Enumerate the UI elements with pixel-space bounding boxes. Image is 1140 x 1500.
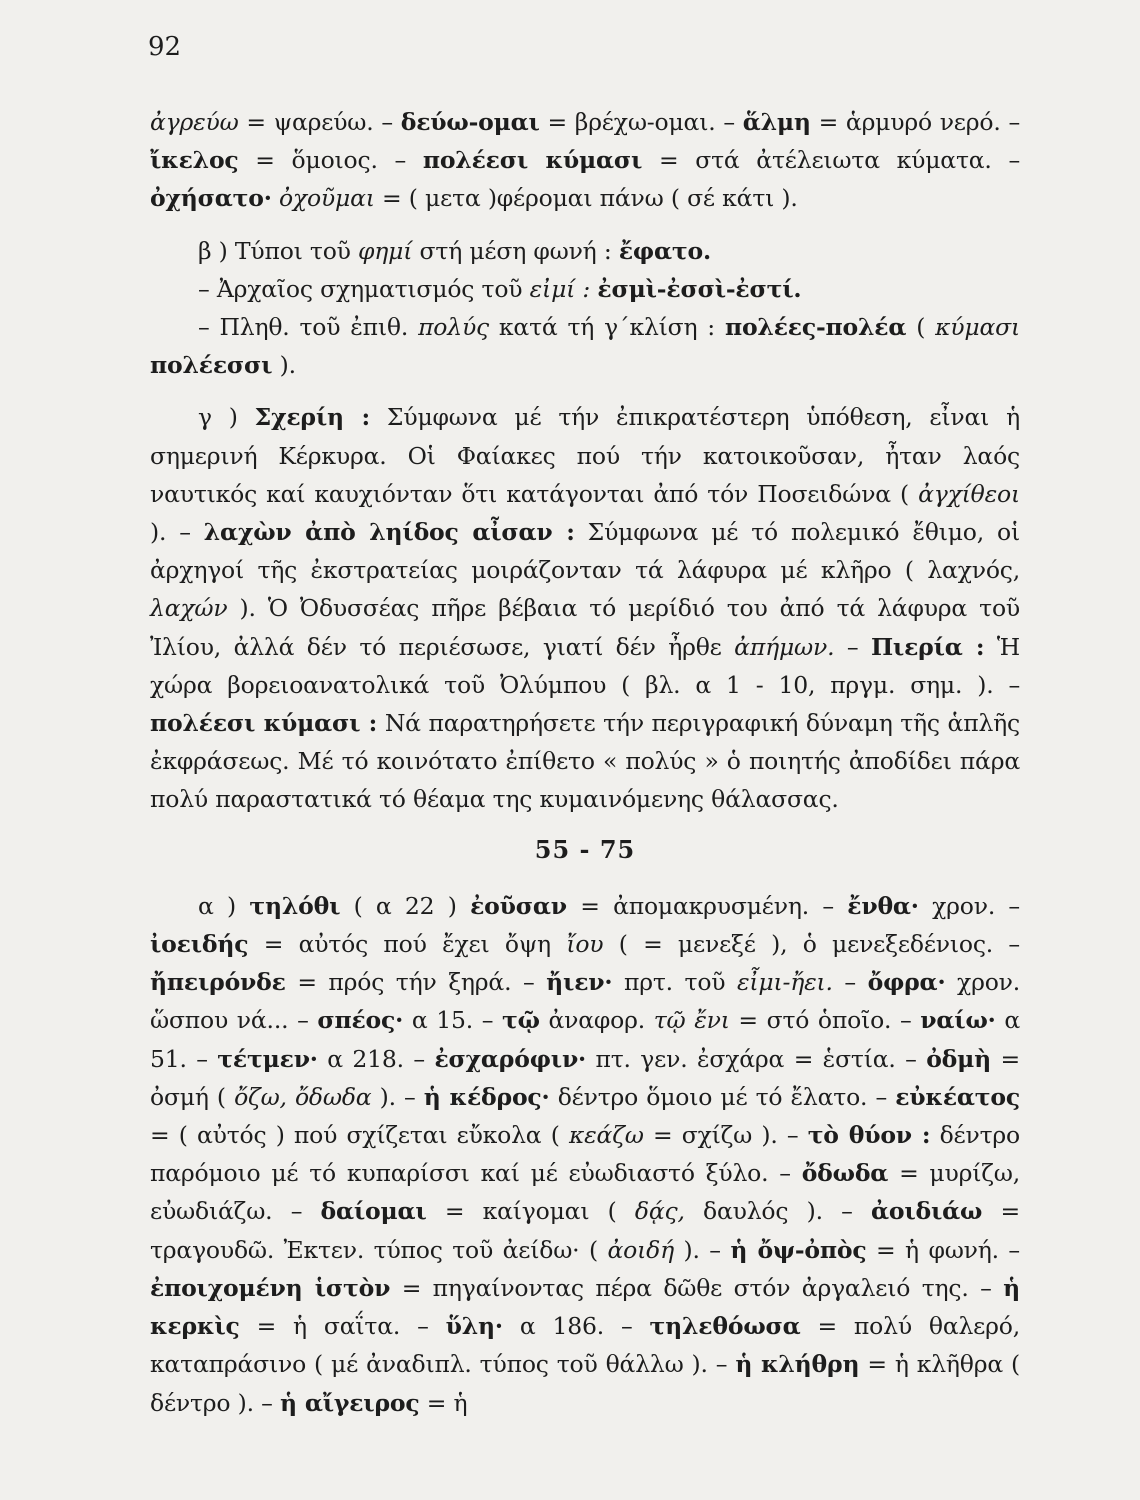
text-run: = ἀπομακρυσμένη. – [566, 891, 848, 920]
headword: ἤιεν· [546, 968, 613, 997]
text-run: = καίγομαι ( [426, 1197, 635, 1226]
text-run: Νά παρατηρήσετε τήν περιγραφική δύναμη τῆς ἁπλῆς ἐκφράσεως. Μέ τό κοινότατο ἐπίθετο « πολύς » ὁ ποιητής ἀποδίδει πάρα πολύ παραστατικά τό θέαμα της κυμαινόμενης θάλασσας. [150, 709, 1020, 814]
headword: ἡ κερκὶς [150, 1273, 1020, 1341]
text-run: ). Ὁ Ὀδυσσέας πῆρε βέβαια τό μερίδιό του ἀπό τά λάφυρα τοῦ Ἰλίου, ἀλλά δέν τό περιέσωσε, γιατί δέν ἦρθε [150, 594, 1020, 661]
section-heading: 55 - 75 [534, 834, 636, 864]
page-number: 92 [148, 32, 182, 62]
text-run: = στά ἀτέλειωτα κύματα. – [642, 146, 1020, 175]
headword: ἡ κλήθρη [735, 1350, 860, 1379]
text-run: δαυλός ). – [684, 1197, 871, 1226]
headword: τηλεθόωσα [649, 1312, 801, 1341]
headword: πολέες-πολέα [724, 313, 907, 342]
text-run: – [832, 968, 868, 997]
text-run: = ἁρμυρό νερό. – [810, 108, 1020, 136]
headword: ὀχήσατο· [150, 184, 272, 213]
headword: δεύω-ομαι [400, 108, 540, 136]
italic-term: πολύς [418, 313, 489, 342]
headword: ὄφρα· [867, 968, 946, 997]
text-run: = τραγουδῶ. Ἐκτεν. τύπος τοῦ ἀείδω· ( [150, 1197, 1020, 1264]
headword: ὀδμὴ [926, 1044, 992, 1073]
text-run: – Ἀρχαῖος σχηματισμός τοῦ [198, 274, 530, 303]
headword: ἡ αἴγειρος [279, 1388, 420, 1417]
text-body [150, 103, 1020, 1422]
text-run: ( = μενεξέ ), ὁ μενεξεδένιος. – [603, 930, 1020, 959]
headword: τηλόθι [249, 891, 341, 920]
headword: ἅλμη [742, 108, 811, 136]
headword: ἴκελος [150, 146, 239, 175]
text-run: στή μέση φωνή : [412, 236, 619, 265]
headword: λαχὼν ἀπὸ ληίδος αἶσαν : [203, 518, 575, 547]
italic-term: ἀπήμων. [734, 632, 835, 661]
headword: ἐσμὶ-ἐσσὶ-ἐστί. [597, 274, 802, 303]
italic-term: κεάζω [568, 1121, 644, 1150]
headword: πολέεσσι [150, 351, 273, 380]
text-run: ). – [371, 1082, 424, 1111]
headword: ἐοῦσαν [470, 891, 567, 920]
text-run: ἀναφορ. [539, 1006, 654, 1035]
italic-term: φημί [358, 236, 413, 265]
text-run: α 186. – [502, 1312, 650, 1341]
text-run: ). – [150, 518, 204, 547]
paragraph [150, 103, 1020, 218]
text-run: = ( αὐτός ) πού σχίζεται εὔκολα ( [150, 1121, 569, 1150]
text-run: Σύμφωνα μέ τήν ἐπικρατέστερη ὑπόθεση, εἶναι ἡ σημερινή Κέρκυρα. Οἱ Φαίακες πού τήν κατοικοῦσαν, ἦταν λαός ναυτικός καί καυχιόνταν ὅτι κατάγονται ἀπό τόν Ποσειδώνα ( [150, 403, 1020, 508]
paragraph [150, 232, 1020, 270]
headword: δαίομαι [320, 1197, 427, 1226]
text-run: ( [906, 313, 936, 342]
headword: ναίω· [920, 1006, 996, 1035]
text-run: Ἡ χώρα βορειοανατολικά τοῦ Ὀλύμπου ( βλ. α 1 - 10, πργμ. σημ. ). – [150, 632, 1021, 699]
headword: τὸ θύον : [807, 1121, 931, 1150]
headword: ἡ κέδρος· [423, 1082, 550, 1111]
headword: ἤπειρόνδε [150, 968, 286, 997]
italic-term: δᾴς, [634, 1197, 685, 1226]
headword: ἰοειδής [150, 930, 249, 959]
headword: ἔφατο. [618, 236, 711, 265]
spacer [150, 218, 1020, 232]
text-run: β ) Τύποι τοῦ [198, 236, 359, 265]
text-run: = ὅμοιος. – [238, 146, 423, 175]
text-run: γ ) [198, 403, 255, 432]
text-run: α 15. – [403, 1006, 502, 1035]
italic-term: ἴου [566, 930, 604, 959]
text-run: = ἡ κλῆθρα ( δέντρο ). – [150, 1350, 1021, 1417]
headword: ἐσχαρόφιν· [434, 1044, 587, 1073]
headword: τῷ [501, 1006, 540, 1035]
italic-term: εἶμι-ἤει. [736, 968, 833, 997]
text-run: ( α 22 ) [340, 891, 471, 920]
text-run: = σχίζω ). – [643, 1121, 808, 1150]
italic-term: ἀγρεύω [150, 108, 239, 136]
text-run: = ἡ φωνή. – [866, 1235, 1020, 1264]
text-run: = αὐτός πού ἔχει ὄψη [248, 930, 567, 959]
headword: ἐποιχομένη ἱστὸν [150, 1273, 391, 1302]
paragraph [150, 308, 1020, 384]
text-run [272, 184, 279, 212]
text-run: = βρέχω-ομαι. – [539, 108, 743, 136]
headword: τέτμεν· [217, 1044, 318, 1073]
text-run: α ) [198, 891, 250, 920]
text-run: = ( μετα )φέρομαι πάνω ( σέ κάτι ). [374, 184, 798, 213]
headword: ὄδωδα [801, 1159, 889, 1188]
headword: ὕλη· [445, 1312, 503, 1341]
italic-term: ὀχοῦμαι [278, 184, 375, 213]
headword: πολέεσι κύμασι : [150, 709, 378, 738]
text-run: πτ. γεν. ἐσχάρα = ἑστία. – [586, 1044, 927, 1073]
paragraph [150, 398, 1020, 818]
paragraph [150, 270, 1020, 308]
italic-term: ἀοιδή [607, 1235, 674, 1264]
headword: ἀοιδιάω [870, 1197, 983, 1226]
text-run: Σύμφωνα μέ τό πολεμικό ἔθιμο, οἱ ἀρχηγοί τῆς ἐκστρατείας μοιράζονταν τά λάφυρα μέ κλῆρο ( λαχνός, [150, 518, 1020, 585]
text-run: = ὀσμή ( [150, 1044, 1021, 1111]
text-run: πρτ. τοῦ [612, 968, 737, 997]
italic-term: τῷ ἔνι [653, 1006, 730, 1035]
text-run: = στό ὁποῖο. – [729, 1006, 921, 1035]
text-run: δέντρο παρόμοιο μέ τό κυπαρίσσι καί μέ εὐωδιαστό ξύλο. – [150, 1121, 1020, 1188]
text-run: = μυρίζω, εὐωδιάζω. – [150, 1159, 1020, 1226]
text-run: α 51. – [150, 1006, 1021, 1073]
text-run: = ψαρεύω. – [238, 108, 401, 136]
text-run: = πολύ θαλερό, καταπράσινο ( μέ ἀναδιπλ. τύπος τοῦ θάλλω ). – [150, 1312, 1020, 1379]
text-run: κατά τή γ΄κλίση : [489, 313, 725, 342]
text-run: α 218. – [317, 1044, 435, 1073]
headword: πολέεσι κύμασι [422, 146, 643, 175]
text-run: = πρός τήν ξηρά. – [285, 968, 547, 997]
italic-term: λαχών [150, 594, 228, 623]
headword: ἔνθα· [847, 891, 919, 920]
headword: σπέος· [317, 1006, 404, 1035]
text-run: = πηγαίνοντας πέρα δῶθε στόν ἀργαλειό της. – [390, 1273, 1004, 1302]
italic-term: εἰμί : [529, 274, 591, 303]
text-run: ). [272, 351, 296, 380]
italic-term: ἀγχίθεοι [918, 479, 1020, 508]
text-run: χρον. – [918, 891, 1020, 920]
headword: Σχερίη : [254, 403, 371, 432]
headword: ἡ ὄψ-ὀπὸς [730, 1235, 867, 1264]
spacer [150, 384, 1020, 398]
italic-term: ὄζω, ὄδωδα [234, 1082, 372, 1111]
paragraph [150, 887, 1020, 1422]
headword: Πιερία : [870, 632, 985, 661]
text-run: = ἡ [419, 1388, 468, 1417]
text-run: – [834, 632, 871, 661]
italic-term: κύμασι [935, 313, 1020, 342]
text-run: – Πληθ. τοῦ ἐπιθ. [198, 313, 419, 342]
text-run: = ἡ σαΐτα. – [239, 1312, 446, 1341]
text-run: χρον. ὥσπου νά... – [150, 968, 1021, 1035]
text-run: δέντρο ὅμοιο μέ τό ἔλατο. – [549, 1082, 896, 1111]
headword: εὐκέατος [895, 1082, 1020, 1111]
text-run: ). – [673, 1235, 731, 1264]
